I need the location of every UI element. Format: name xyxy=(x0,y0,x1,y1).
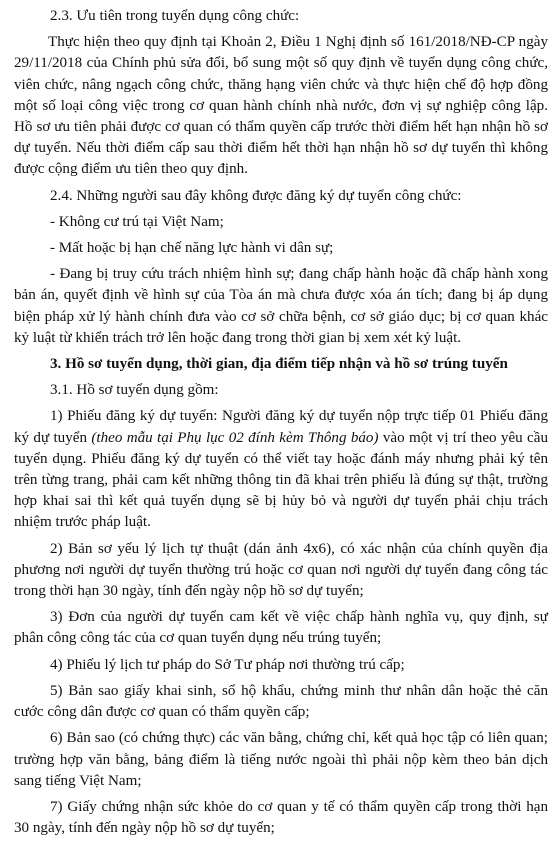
document-item-2: 2) Bản sơ yếu lý lịch tự thuật (dán ảnh 4x6), có xác nhận của chính quyền địa phương nơi người dự tuyển thường trú hoặc cơ quan nơi người dự tuyển đang công tác trong thời hạn 30 ngày, tính đến ngày nộp hồ sơ dự tuyển; xyxy=(14,540,548,600)
item-1-text-end: vào một vị trí theo yêu cầu tuyển dụng. Phiếu đăng ký dự tuyển có thể viết tay hoặc đánh máy nhưng phải ký tên trên từng trang, phải cam kết những thông tin đã khai trên phiếu là đúng sự thật, trường hợp khai sai thì kết quả tuyển dụng sẽ bị hủy bỏ và người dự tuyển phải chịu trách nhiệm trước pháp luật. xyxy=(14,429,548,531)
section-3-heading: 3. Hồ sơ tuyển dụng, thời gian, địa điểm tiếp nhận và hồ sơ trúng tuyển xyxy=(50,356,508,373)
section-2-4-heading: 2.4. Những người sau đây không được đăng ký dự tuyển công chức: xyxy=(50,187,462,204)
section-2-4-item-3: - Đang bị truy cứu trách nhiệm hình sự; đang chấp hành hoặc đã chấp hành xong bản án, quyết định về hình sự của Tòa án mà chưa được xóa án tích; đang bị áp dụng biện pháp xử lý hành chính đưa vào cơ sở chữa bệnh, cơ sở giáo dục; bị cơ quan khác kỷ luật từ khiển trách trở lên hoặc đang trong thời gian bị xem xét kỷ luật. xyxy=(14,266,548,346)
document-item-4: 4) Phiếu lý lịch tư pháp do Sở Tư pháp nơi thường trú cấp; xyxy=(50,656,405,673)
item-1-reference: (theo mẫu tại Phụ lục 02 đính kèm Thông báo) xyxy=(91,429,379,446)
section-2-4-item-2: - Mất hoặc bị hạn chế năng lực hành vi dân sự; xyxy=(50,240,334,257)
document-item-6: 6) Bản sao (có chứng thực) các văn bằng, chứng chỉ, kết quả học tập có liên quan; trường hợp văn bằng, bảng điểm là tiếng nước ngoài thì phải nộp kèm theo bản dịch sang tiếng Việt Nam; xyxy=(14,730,548,789)
section-2-3-body: Thực hiện theo quy định tại Khoản 2, Điều 1 Nghị định số 161/2018/NĐ-CP ngày 29/11/2018 của Chính phủ sửa đổi, bổ sung một số quy định về tuyển dụng công chức, viên chức, nâng ngạch công chức, thăng hạng viên chức và thực hiện chế độ hợp đồng một số loại công việc trong cơ quan hành chính nhà nước, đơn vị sự nghiệp công lập. Hồ sơ ưu tiên phải được cơ quan có thẩm quyền cấp trước thời điểm hết hạn nhận hồ sơ dự tuyển. Nếu thời điểm cấp sau thời điểm hết thời hạn nhận hồ sơ dự tuyển thì không được cộng điểm ưu tiên theo quy định. xyxy=(14,34,548,178)
section-3-1-heading: 3.1. Hồ sơ tuyển dụng gồm: xyxy=(50,382,219,399)
document-item-5: 5) Bản sao giấy khai sinh, sổ hộ khẩu, chứng minh thư nhân dân hoặc thẻ căn cước công dân được cơ quan có thẩm quyền cấp; xyxy=(14,682,548,721)
section-2-3-heading: 2.3. Ưu tiên trong tuyển dụng công chức: xyxy=(50,8,300,24)
section-2-4-item-1: - Không cư trú tại Việt Nam; xyxy=(50,213,224,230)
document-item-7: 7) Giấy chứng nhận sức khỏe do cơ quan y tế có thẩm quyền cấp trong thời hạn 30 ngày, tính đến ngày nộp hồ sơ dự tuyển; xyxy=(14,798,548,837)
item-1-text-start: 1) Phiếu đăng ký dự tuyển: Người đăng ký dự tuyển nộp trực tiếp 01 Phiếu đăng ký dự tuyển xyxy=(14,408,548,446)
document-item-1 xyxy=(14,406,548,533)
document-item-3: 3) Đơn của người dự tuyển cam kết về việc chấp hành nghĩa vụ, quy định, sự phân công công tác của cơ quan tuyển dụng nếu trúng tuyển; xyxy=(14,609,548,647)
